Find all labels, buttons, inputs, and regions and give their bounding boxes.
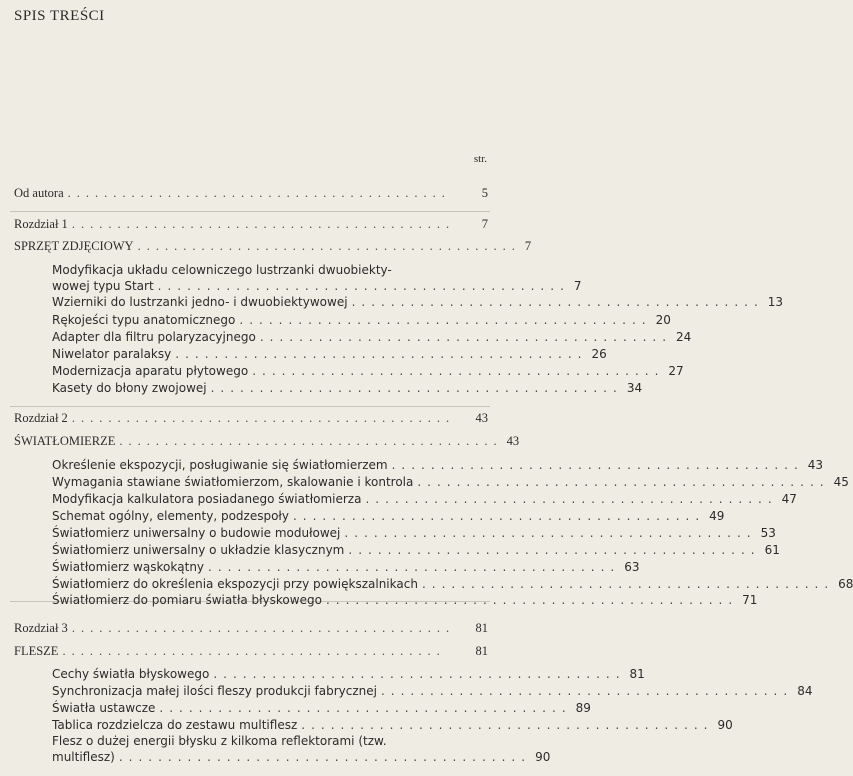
toc-entry-rozdzial-3[interactable]: Rozdział 3 .......................................... 81 [14, 621, 488, 635]
toc-entry-niwelator[interactable]: Niwelator paralaksy .......................................... 26 [52, 347, 607, 361]
toc-entry-schemat-ogolny[interactable]: Schemat ogólny, elementy, podzespoły .......................................... 49 [52, 509, 725, 523]
toc-entry-adapter[interactable]: Adapter dla filtru polaryzacyjnego .......................................... 24 [52, 330, 692, 344]
page-column-header: str. [473, 153, 487, 165]
toc-entry-modernizacja[interactable]: Modernizacja aparatu płytowego .......................................... 27 [52, 364, 684, 378]
toc-entry-modyfikacja-kalkulatora[interactable]: Modyfikacja kalkulatora posiadanego światłomierza .......................................... 47 [52, 492, 797, 506]
toc-entry-rozdzial-1[interactable]: Rozdział 1 .......................................... 7 [14, 217, 488, 231]
toc-entry-modyfikacja-ukladu[interactable]: wowej typu Start .......................................... 7 [52, 279, 582, 293]
toc-entry-swiatlomierz-powiekszalniki[interactable]: Światłomierz do określenia ekspozycji przy powiększalnikach .......................................... 68 [52, 577, 853, 591]
toc-entry-rekojesci[interactable]: Rękojeści typu anatomicznego .......................................... 20 [52, 313, 671, 327]
toc-entry-wzierniki[interactable]: Wzierniki do lustrzanki jedno- i dwuobiektywowej .......................................... 13 [52, 295, 784, 309]
toc-entry-wymagania[interactable]: Wymagania stawiane światłomierzom, skalowanie i kontrola .......................................... 45 [52, 475, 849, 489]
toc-entry-synchronizacja[interactable]: Synchronizacja małej ilości fleszy produkcji fabrycznej .......................................... 84 [52, 684, 813, 698]
toc-entry-flesze[interactable]: FLESZE .......................................... 81 [14, 644, 488, 658]
toc-entry-swiatlomierz-modulowy[interactable]: Światłomierz uniwersalny o budowie modułowej .......................................... 53 [52, 526, 776, 540]
toc-entry-swiatlomierz-blyskowy[interactable]: Światłomierz do pomiaru światła błyskowego .......................................... 71 [52, 593, 758, 607]
toc-entry-swiatla-ustawcze[interactable]: Światła ustawcze .......................................... 89 [52, 701, 591, 715]
divider [10, 211, 490, 212]
toc-entry-okreslenie-ekspozycji[interactable]: Określenie ekspozycji, posługiwanie się światłomierzem .......................................... 43 [52, 458, 824, 472]
toc-entry-cechy-swiatla[interactable]: Cechy światła błyskowego .......................................... 81 [52, 667, 645, 681]
toc-entry-swiatlomierze[interactable]: ŚWIATŁOMIERZE .......................................... 43 [14, 434, 520, 448]
toc-entry-rozdzial-2[interactable]: Rozdział 2 .......................................... 43 [14, 411, 488, 425]
toc-entry-swiatlomierz-waskokatny[interactable]: Światłomierz wąskokątny .......................................... 63 [52, 560, 640, 574]
toc-entry-swiatlomierz-klasyczny[interactable]: Światłomierz uniwersalny o układzie klasycznym .......................................... 61 [52, 543, 780, 557]
toc-entry-tablica-rozdzielcza[interactable]: Tablica rozdzielcza do zestawu multiflesz .......................................... 90 [52, 718, 733, 732]
toc-entry-flesz-line1: Flesz o dużej energii błysku z kilkoma reflektorami (tzw. [52, 734, 387, 748]
page-title: SPIS TREŚCI [14, 8, 105, 24]
toc-entry-od-autora[interactable]: Od autora .......................................... 5 [14, 186, 488, 200]
toc-entry-sprzet-zdjeciowy[interactable]: SPRZĘT ZDJĘCIOWY .......................................... 7 [14, 239, 532, 253]
toc-entry-flesz-multiflesz[interactable]: multiflesz) .......................................... 90 [52, 750, 551, 764]
divider [10, 406, 490, 407]
toc-entry-modyfikacja-line1: Modyfikacja układu celowniczego lustrzanki dwuobiekty- [52, 263, 392, 277]
toc-entry-kasety[interactable]: Kasety do błony zwojowej .......................................... 34 [52, 381, 643, 395]
